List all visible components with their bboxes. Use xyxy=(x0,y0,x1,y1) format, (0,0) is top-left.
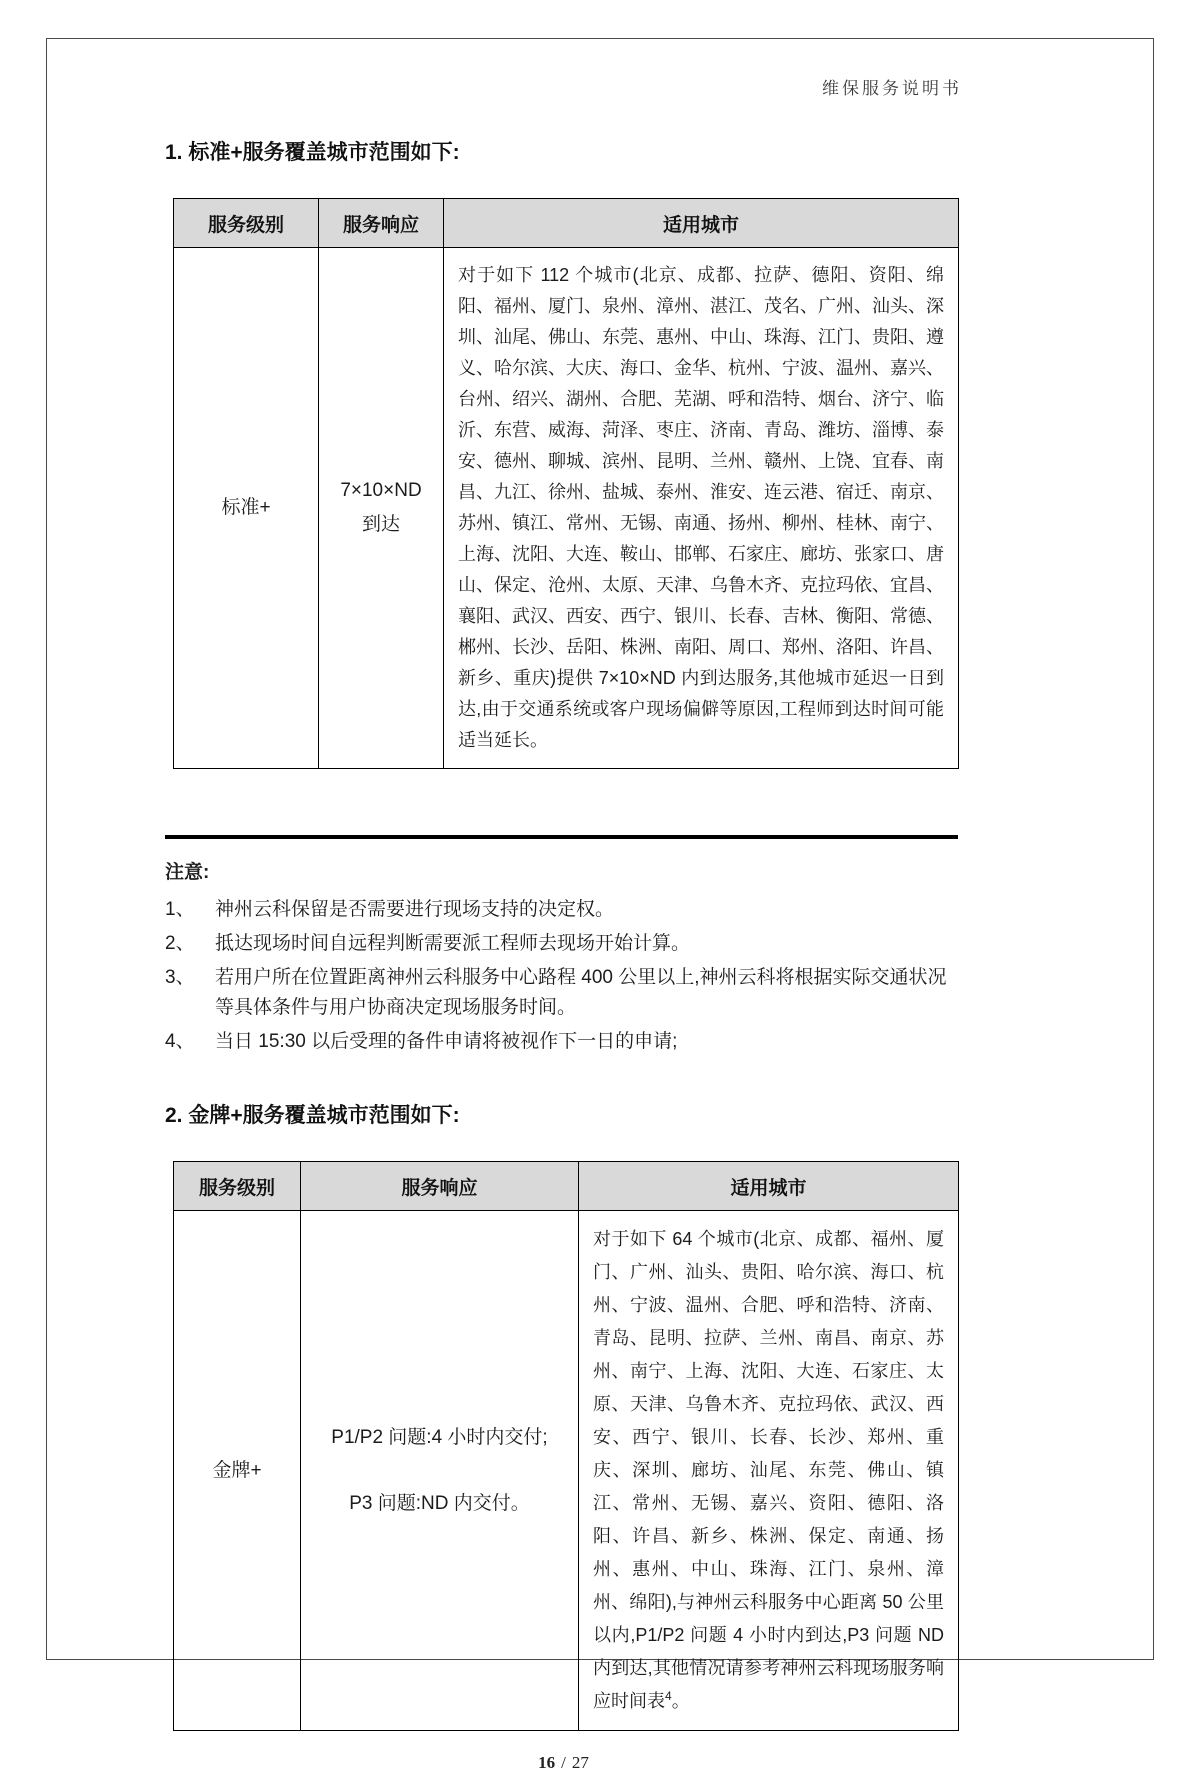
cell-applicable-cities xyxy=(579,1211,959,1731)
gold-plus-table xyxy=(173,1161,959,1731)
note-item-2 xyxy=(165,929,962,959)
cities-text: 对于如下 64 个城市(北京、成都、福州、厦门、广州、汕头、贵阳、哈尔滨、海口、杭州、宁波、温州、合肥、呼和浩特、济南、青岛、昆明、拉萨、兰州、南昌、南京、苏州、南宁、上海、沈阳、大连、石家庄、太原、天津、乌鲁木齐、克拉玛依、武汉、西安、西宁、银川、长春、长沙、郑州、重庆、深圳、廊坊、汕尾、东莞、佛山、镇江、常州、无锡、嘉兴、资阳、德阳、洛阳、许昌、新乡、株洲、保定、南通、扬州、惠州、中山、珠海、江门、泉州、漳州、绵阳),与神州云科服务中心距离 50 公里以内,P1/P2 问题 4 小时内到达,P3 问题 ND 内到达,其他情况请参考神州云科现场服务响应时间表 xyxy=(593,1229,944,1711)
header-cell-service-response: 服务响应 xyxy=(319,199,444,248)
note-number: 4、 xyxy=(165,1031,195,1052)
standard-plus-table xyxy=(173,198,959,769)
note-text: 若用户所在位置距离神州云科服务中心路程 400 公里以上,神州云科将根据实际交通状况等具体条件与用户协商决定现场服务时间。 xyxy=(215,967,947,1018)
document-header-title: 维保服务说明书 xyxy=(822,79,962,98)
page-number-separator: / xyxy=(561,1753,566,1772)
note-number: 3、 xyxy=(165,967,195,988)
note-number: 2、 xyxy=(165,933,195,954)
note-text: 神州云科保留是否需要进行现场支持的决定权。 xyxy=(215,899,615,920)
gold-plus-row xyxy=(174,1211,959,1731)
note-item-3 xyxy=(165,963,962,1023)
header-cell-service-level: 服务级别 xyxy=(174,199,319,248)
page-number-current: 16 xyxy=(538,1753,556,1772)
note-item-4 xyxy=(165,1027,962,1057)
header-cell-service-response: 服务响应 xyxy=(301,1162,579,1211)
notes-list xyxy=(165,895,962,1057)
cell-service-level: 标准+ xyxy=(174,248,319,769)
response-line-2: 到达 xyxy=(361,514,400,535)
notes-heading: 注意: xyxy=(165,862,210,883)
page-footer xyxy=(165,1753,962,1773)
header-cell-service-level: 服务级别 xyxy=(174,1162,301,1211)
header-cell-applicable-cities: 适用城市 xyxy=(579,1162,959,1211)
note-text: 当日 15:30 以后受理的备件申请将被视作下一日的申请; xyxy=(215,1031,678,1052)
response-p3: P3 问题:ND 内交付。 xyxy=(349,1492,530,1514)
response-line-1: 7×10×ND xyxy=(340,480,422,501)
horizontal-rule xyxy=(165,835,958,839)
section-1-title: 1. 标准+服务覆盖城市范围如下: xyxy=(165,141,460,164)
standard-plus-row xyxy=(174,248,959,769)
page-content xyxy=(165,74,962,1773)
cell-service-response xyxy=(301,1211,579,1731)
gold-plus-table-header xyxy=(174,1162,959,1211)
page-number-total: 27 xyxy=(571,1753,589,1772)
standard-plus-table-header xyxy=(174,199,959,248)
section-2-title: 2. 金牌+服务覆盖城市范围如下: xyxy=(165,1104,460,1127)
cities-text-end: 。 xyxy=(671,1691,690,1711)
response-p1-p2: P1/P2 问题:4 小时内交付; xyxy=(331,1426,548,1448)
note-item-1 xyxy=(165,895,962,925)
cell-service-level: 金牌+ xyxy=(174,1211,301,1731)
cell-applicable-cities: 对于如下 112 个城市(北京、成都、拉萨、德阳、资阳、绵阳、福州、厦门、泉州、漳州、湛江、茂名、广州、汕头、深圳、汕尾、佛山、东莞、惠州、中山、珠海、江门、贵阳、遵义、哈尔滨、大庆、海口、金华、杭州、宁波、温州、嘉兴、台州、绍兴、湖州、合肥、芜湖、呼和浩特、烟台、济宁、临沂、东营、威海、菏泽、枣庄、济南、青岛、潍坊、淄博、泰安、德州、聊城、滨州、昆明、兰州、赣州、上饶、宜春、南昌、九江、徐州、盐城、泰州、淮安、连云港、宿迁、南京、苏州、镇江、常州、无锡、南通、扬州、柳州、桂林、南宁、上海、沈阳、大连、鞍山、邯郸、石家庄、廊坊、张家口、唐山、保定、沧州、太原、天津、乌鲁木齐、克拉玛依、宜昌、襄阳、武汉、西安、西宁、银川、长春、吉林、衡阳、常德、郴州、长沙、岳阳、株洲、南阳、周口、郑州、洛阳、许昌、新乡、重庆)提供 7×10×ND 内到达服务,其他城市延迟一日到达,由于交通系统或客户现场偏僻等原因,工程师到达时间可能适当延长。 xyxy=(444,248,959,769)
header-cell-applicable-cities: 适用城市 xyxy=(444,199,959,248)
note-text: 抵达现场时间自远程判断需要派工程师去现场开始计算。 xyxy=(215,933,691,954)
footnote-marker-4: 4 xyxy=(665,1689,672,1703)
cell-service-response xyxy=(319,248,444,769)
note-number: 1、 xyxy=(165,899,195,920)
